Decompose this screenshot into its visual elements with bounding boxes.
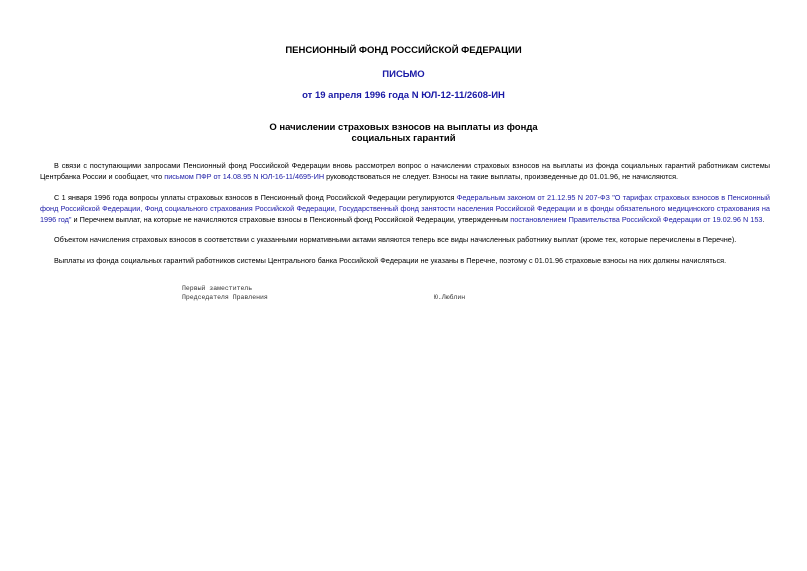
link-pfr-letter[interactable]: письмом ПФР от 14.08.95 N ЮЛ-16-11/4695-ИН <box>164 172 325 181</box>
paragraph-3: Объектом начисления страховых взносов в соответствии с указанными нормативными актами являются теперь все виды начисленных работнику выплат (кроме тех, которые перечислены в Перечне). <box>54 235 737 244</box>
paragraph-2-text-middle: и Перечнем выплат, на которые не начисляются страховые взносы в Пенсионный фонд Российской Федерации, утвержденным <box>71 215 511 224</box>
signature-position-line-1: Первый заместитель <box>182 285 253 292</box>
subject-line-2: социальных гарантий <box>351 133 456 144</box>
document-type: ПИСЬМО <box>382 69 425 80</box>
signature-name: Ю.Люблин <box>434 294 466 301</box>
organization-title: ПЕНСИОННЫЙ ФОНД РОССИЙСКОЙ ФЕДЕРАЦИИ <box>285 45 522 56</box>
signature-position-line-2: Председателя Правления <box>182 294 268 301</box>
paragraph-2-text-before: С 1 января 1996 года вопросы уплаты страховых взносов в Пенсионный фонд Российской Федерации регулируются <box>54 193 457 202</box>
link-government-resolution[interactable]: постановлением Правительства Российской Федерации от 19.02.96 N 153 <box>510 215 763 224</box>
paragraph-1-text-after: руководствоваться не следует. Взносы на такие выплаты, произведенные до 01.01.96, не начисляются. <box>324 172 679 181</box>
document-number: от 19 апреля 1996 года N ЮЛ-12-11/2608-ИН <box>302 90 505 101</box>
document-subject <box>0 122 807 144</box>
paragraph-4: Выплаты из фонда социальных гарантий работников системы Центрального банка Российской Федерации не указаны в Перечне, поэтому с 01.01.96 страховые взносы на них должны начисляться. <box>54 256 727 265</box>
paragraph-2-text-after: . <box>762 215 765 224</box>
link-federal-law[interactable]: Федеральным законом от 21.12.95 N 207-ФЗ "О тарифах страховых взносов в Пенсионный фонд Российской Федерации, Фонд социального страхования Российской Федерации, Государственный фонд занятости населения Российской Федерации и в фонды обязательного медицинского страхования на 1996 год" <box>40 193 770 224</box>
subject-line-1: О начислении страховых взносов на выплаты из фонда <box>269 122 538 133</box>
paragraph-1 <box>40 160 770 182</box>
paragraph-2 <box>40 192 770 225</box>
paragraph-1-text-before: В связи с поступающими запросами Пенсионный фонд Российской Федерации вновь рассмотрел вопрос о начислении страховых взносов на выплаты из фонда социальных гарантий работникам системы Центрбанка России и сообщает, что <box>40 161 770 181</box>
